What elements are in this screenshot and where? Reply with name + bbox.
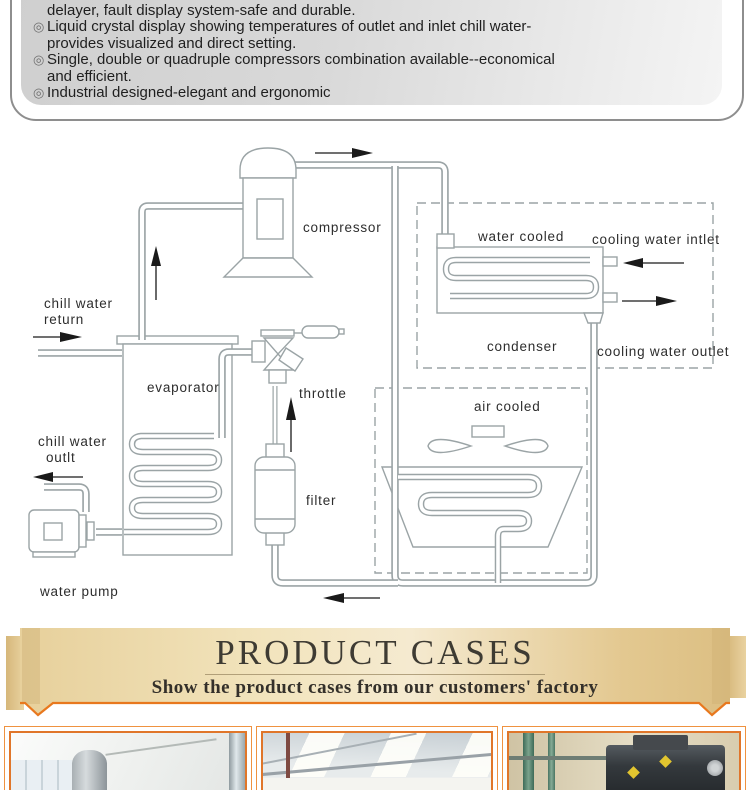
feature-line: delayer, fault display system-safe and durable. (47, 2, 356, 19)
factory-photo-1 (9, 731, 247, 790)
flow-arrow-liquid-left (323, 593, 380, 603)
refrigeration-cycle-diagram (0, 120, 750, 628)
photo-card-2[interactable] (256, 726, 498, 790)
feature-line: and efficient. (47, 67, 132, 85)
flow-arrow-return-right (33, 332, 82, 342)
ribbon-orange-edge (20, 703, 730, 715)
bullet-icon: ◎ (33, 85, 45, 101)
label-air-cooled: air cooled (474, 399, 541, 414)
water-pump-shape (29, 510, 94, 557)
label-filter: filter (306, 493, 337, 508)
label-compressor: compressor (303, 220, 382, 235)
label-water-cooled: water cooled (478, 229, 565, 244)
feature-line: provides visualized and direct setting. (47, 34, 297, 52)
features-list (33, 3, 713, 101)
label-evaporator: evaporator (147, 380, 220, 395)
flow-arrow-outlet-left (33, 472, 83, 482)
factory-photo-3 (507, 731, 741, 790)
label-chill-water-outlet: chill water (38, 434, 107, 449)
product-cases-title: PRODUCT CASES (215, 633, 535, 672)
filter-shape (255, 444, 295, 545)
label-chill-water-outlet-2: outlt (46, 450, 76, 465)
product-cases-subtitle: Show the product cases from our customers' factory (151, 677, 599, 698)
label-cooling-water-outlet: cooling water outlet (597, 344, 730, 359)
bullet-icon: ◎ (33, 52, 45, 68)
flow-arrow-throttle-up (286, 397, 296, 452)
bullet-icon: ◎ (33, 19, 45, 35)
photo-card-3[interactable] (502, 726, 746, 790)
factory-photo-2 (261, 731, 493, 790)
flow-arrow-suction-up (151, 246, 161, 300)
flow-arrow-discharge-right (315, 148, 373, 158)
label-condenser: condenser (487, 339, 558, 354)
feature-line: ◎ Industrial designed-elegant and ergonomic (33, 84, 331, 102)
flow-arrow-cooling-outlet-right (622, 296, 677, 306)
flow-arrow-cooling-inlet-left (623, 258, 684, 268)
fan-icon (428, 426, 548, 453)
label-throttle: throttle (299, 386, 347, 401)
throttle-valve-shape (252, 326, 344, 383)
feature-line: ◎ Single, double or quadruple compressors combination available--economical (33, 51, 555, 69)
feature-line: ◎ Liquid crystal display showing temperatures of outlet and inlet chill water- (33, 18, 532, 36)
label-cooling-water-inlet: cooling water intlet (592, 232, 720, 247)
evaporator-coil (124, 436, 219, 532)
title-underline (205, 674, 545, 675)
label-chill-water-return-2: return (44, 312, 85, 327)
photo-card-1[interactable] (4, 726, 252, 790)
label-chill-water-return: chill water (44, 296, 113, 311)
label-water-pump: water pump (40, 584, 119, 599)
